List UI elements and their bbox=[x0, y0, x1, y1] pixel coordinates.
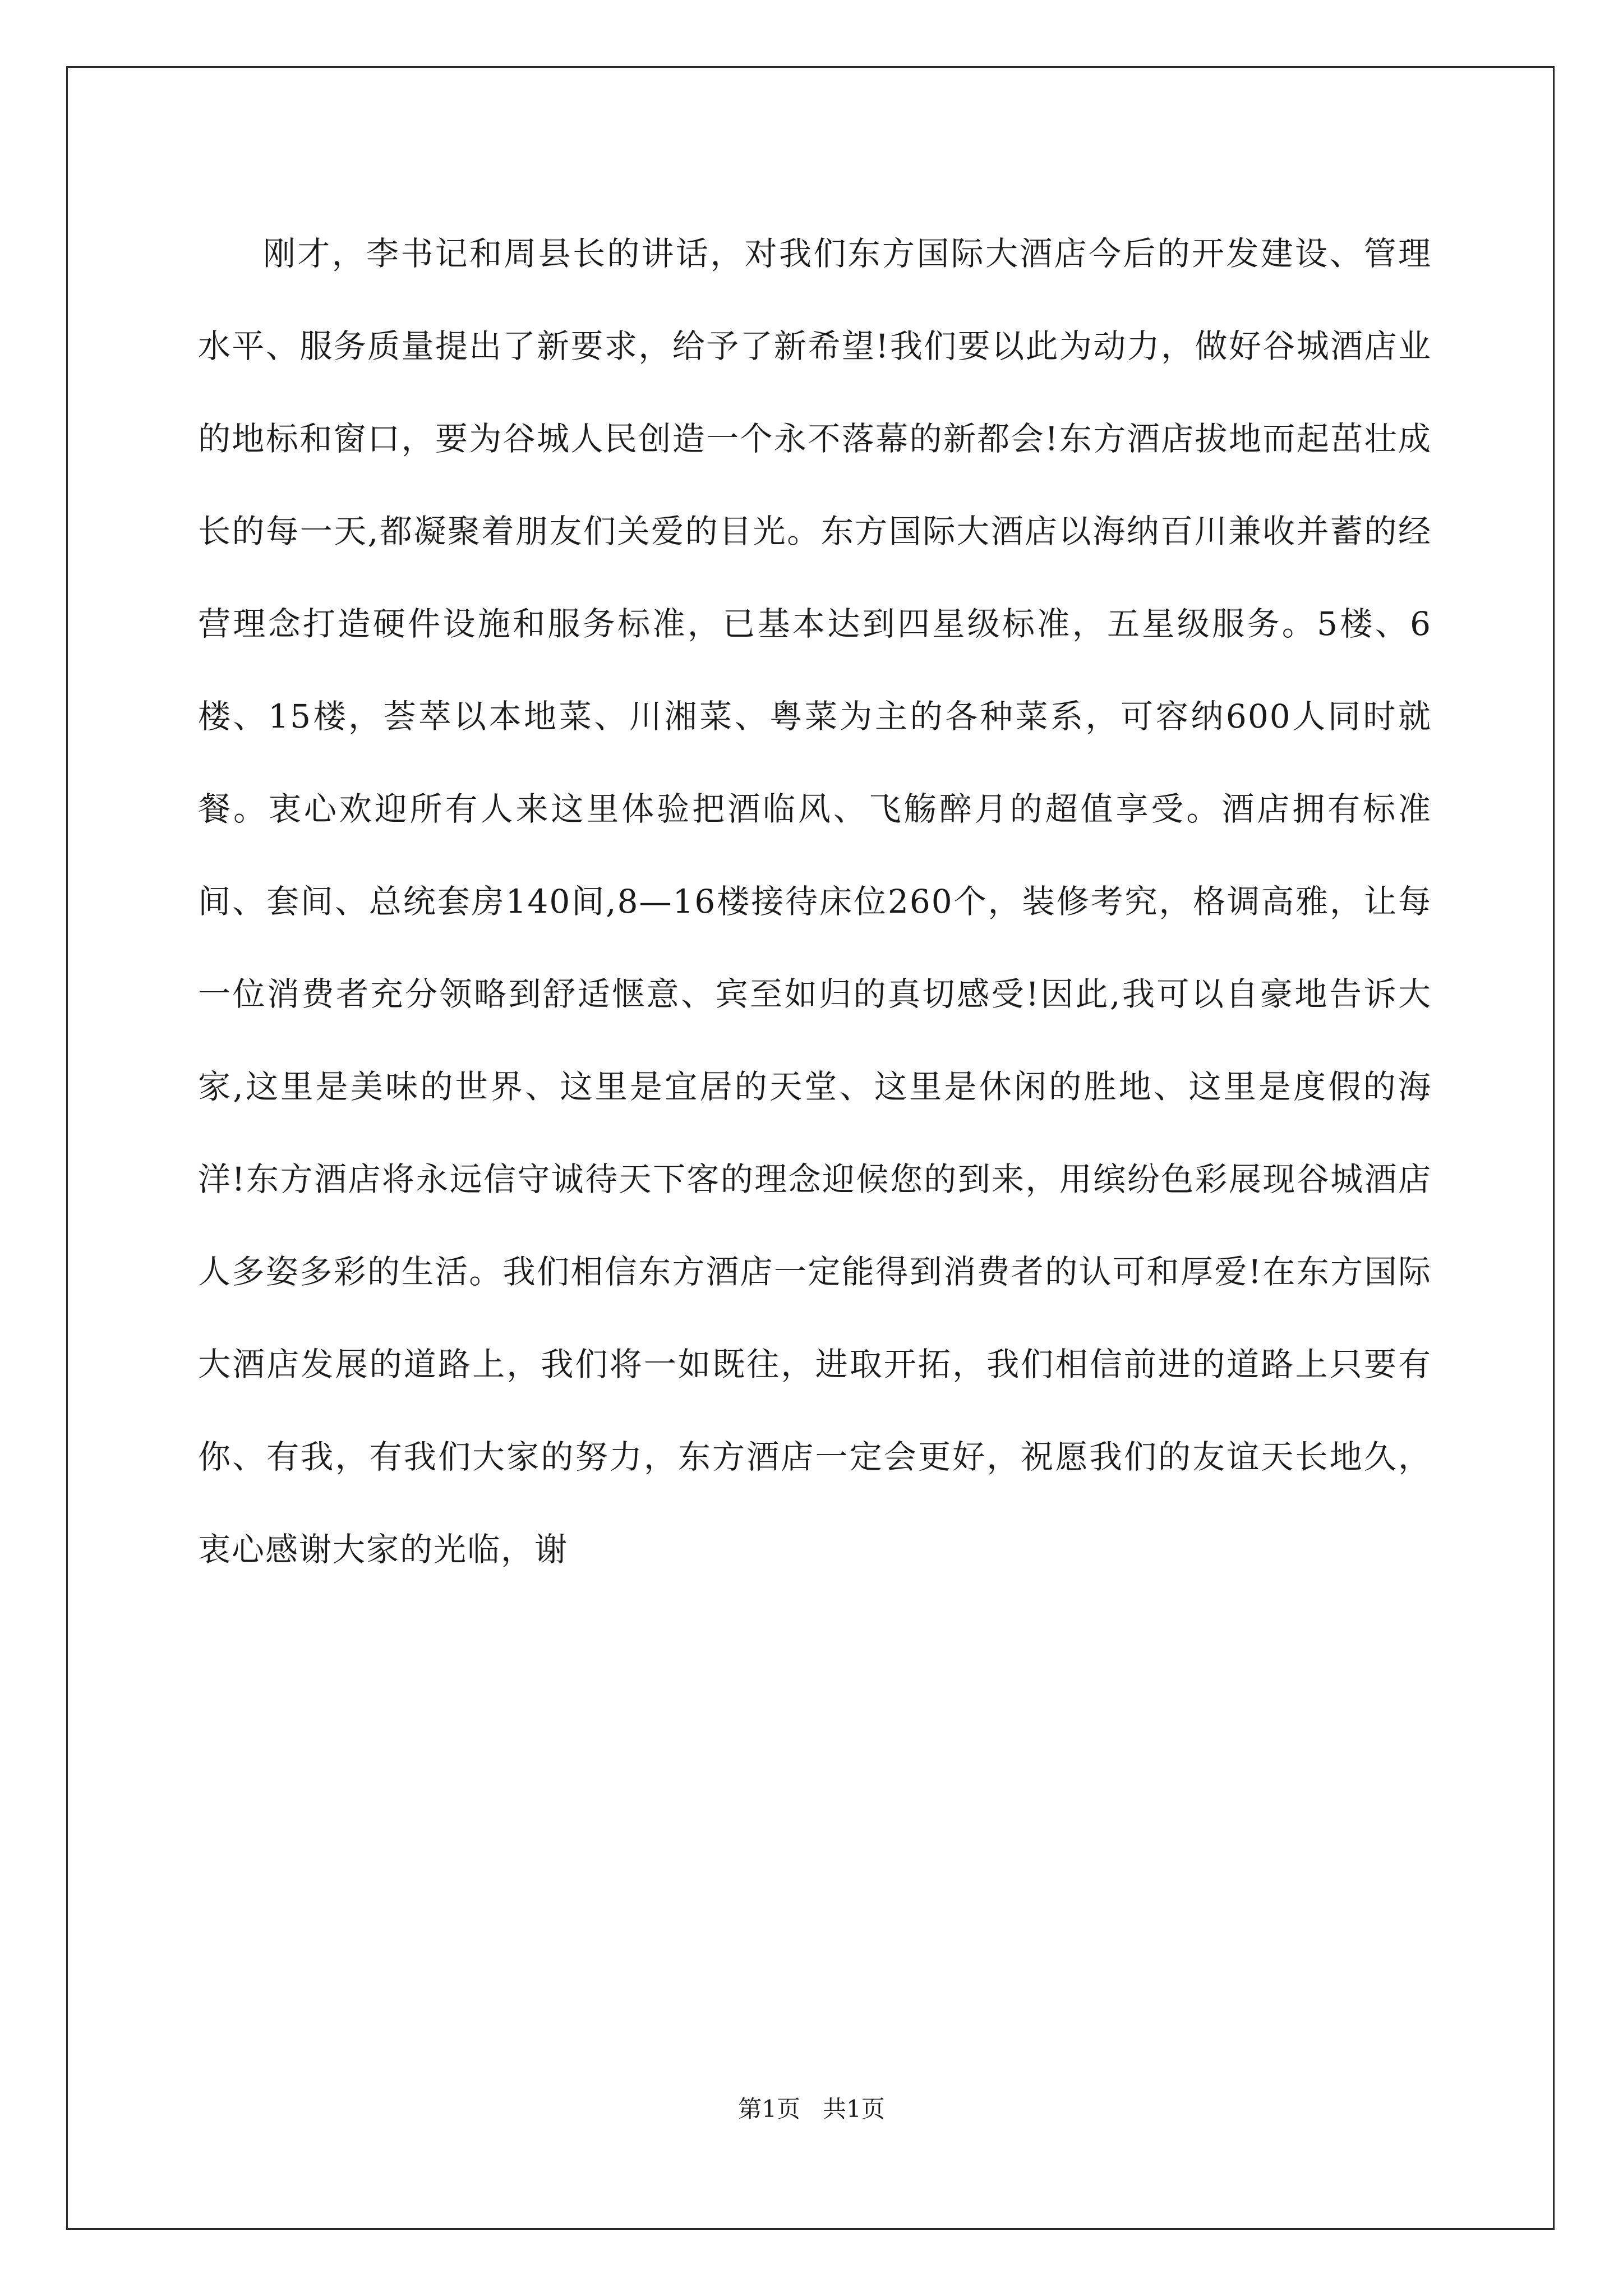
page-number-current: 第1页 bbox=[738, 2095, 800, 2123]
page-number-total: 共1页 bbox=[823, 2095, 885, 2123]
page-footer bbox=[0, 2092, 1623, 2126]
body-paragraph: 刚才，李书记和周县长的讲话，对我们东方国际大酒店今后的开发建设、管理水平、服务质量提出了新要求，给予了新希望!我们要以此为动力，做好谷城酒店业的地标和窗口，要为谷城人民创造一个永不落幕的新都会!东方酒店拔地而起茁壮成长的每一天,都凝聚着朋友们关爱的目光。东方国际大酒店以海纳百川兼收并蓄的经营理念打造硬件设施和服务标准，已基本达到四星级标准，五星级服务。5楼、6楼、15楼，荟萃以本地菜、川湘菜、粤菜为主的各种菜系，可容纳600人同时就餐。衷心欢迎所有人来这里体验把酒临风、飞觞醉月的超值享受。酒店拥有标准间、套间、总统套房140间,8—16楼接待床位260个，装修考究，格调高雅，让每一位消费者充分领略到舒适惬意、宾至如归的真切感受!因此,我可以自豪地告诉大家,这里是美味的世界、这里是宜居的天堂、这里是休闲的胜地、这里是度假的海洋!东方酒店将永远信守诚待天下客的理念迎候您的到来，用缤纷色彩展现谷城酒店人多姿多彩的生活。我们相信东方酒店一定能得到消费者的认可和厚爱!在东方国际大酒店发展的道路上，我们将一如既往，进取开拓，我们相信前进的道路上只要有你、有我，有我们大家的努力，东方酒店一定会更好，祝愿我们的友谊天长地久，衷心感谢大家的光临，谢 bbox=[198, 234, 1432, 1568]
